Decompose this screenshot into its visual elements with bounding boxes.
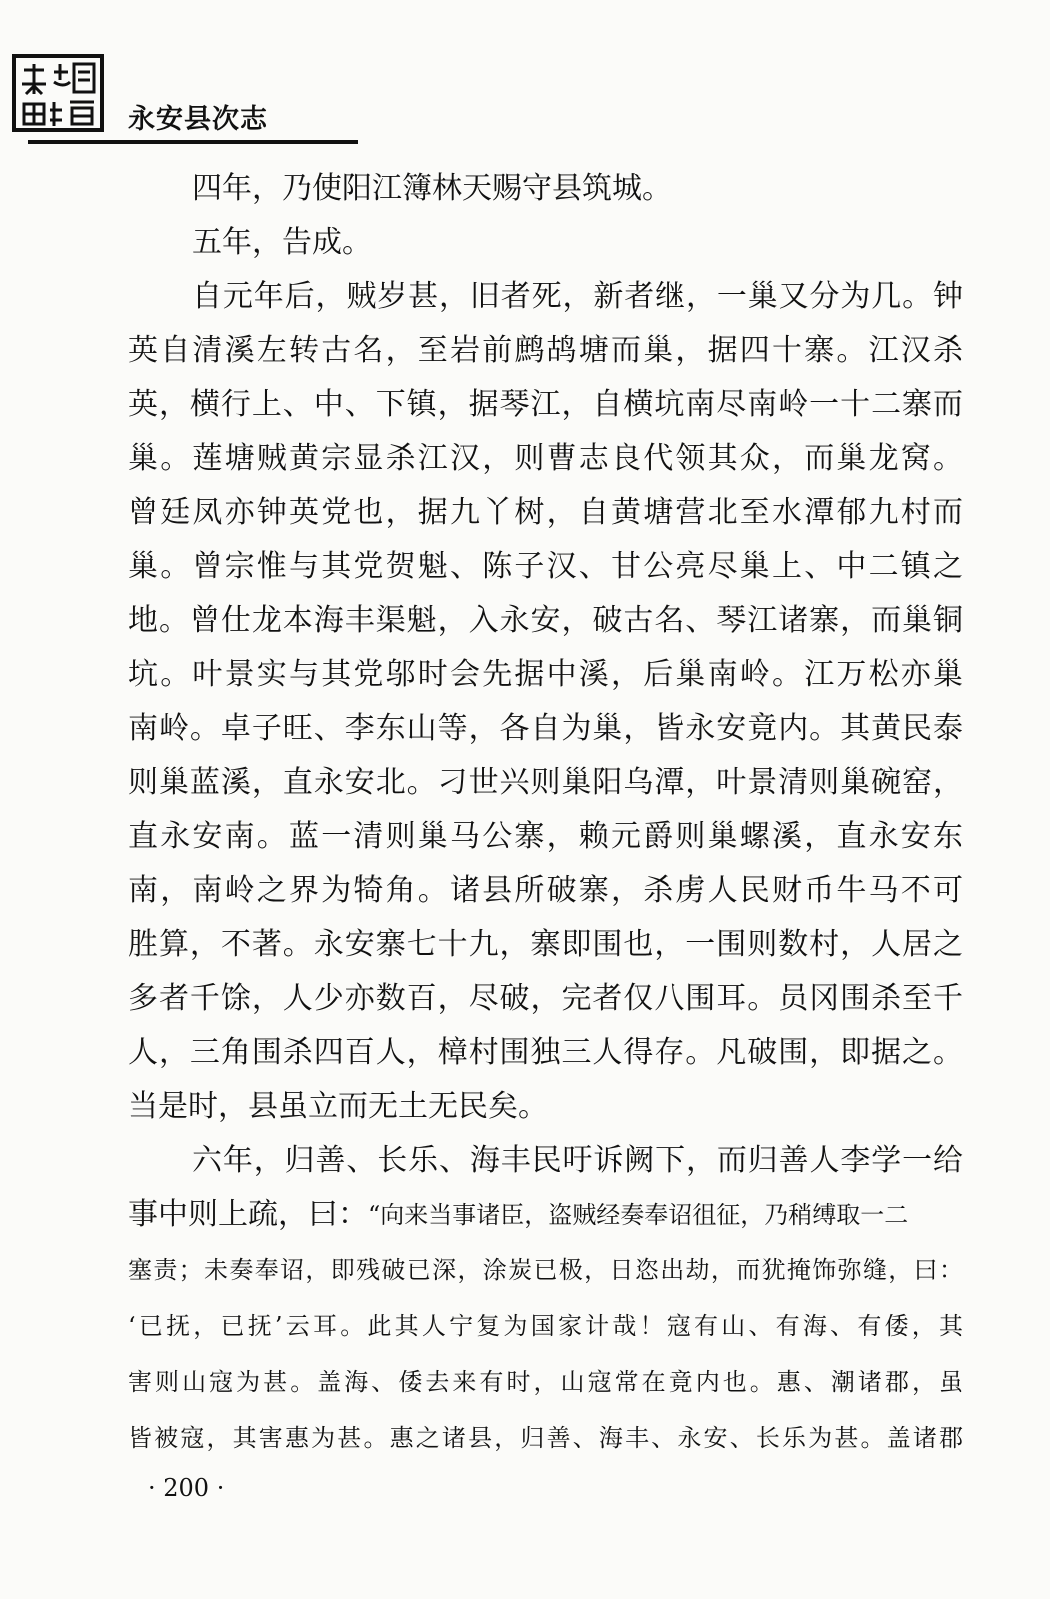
text-line: 曾廷凤亦钟英党也，据九丫树，自黄塘营北至水潭郁九村而 — [128, 495, 963, 530]
quote-line: 塞责；未奏奉诏，即残破已深，涂炭已极，日恣出劫，而犹掩饰弥缝，曰： — [128, 1256, 963, 1284]
text-line: 六年，归善、长乐、海丰民吁诉阙下，而归善人李学一给 — [192, 1143, 963, 1178]
quoted-memorial — [128, 1242, 963, 1466]
text-line: 坑。叶景实与其党邬时会先据中溪，后巢南岭。江万松亦巢 — [128, 657, 963, 692]
quote-line: 害则山寇为甚。盖海、倭去来有时，山寇常在竟内也。惠、潮诸郡，虽 — [128, 1368, 963, 1396]
text-line: 巢。莲塘贼黄宗显杀江汉，则曹志良代领其众，而巢龙窝。 — [128, 441, 963, 476]
paragraph — [128, 162, 963, 216]
series-seal-logo — [10, 50, 110, 136]
text-line: 英，横行上、中、下镇，据琴江，自横坑南尽南岭一十二寨而 — [128, 387, 963, 422]
text-line: 多者千馀，人少亦数百，尽破，完者仅八围耳。员冈围杀至千 — [128, 981, 963, 1016]
text-line: 南岭。卓子旺、李东山等，各自为巢，皆永安竟内。其黄民泰 — [128, 711, 963, 746]
quote-line: ‘已抚，已抚’云耳。此其人宁复为国家计哉！寇有山、有海、有倭，其 — [128, 1312, 963, 1340]
quote-line: 皆被寇，其害惠为甚。惠之诸县，归善、海丰、永安、长乐为甚。盖诸郡 — [128, 1424, 963, 1452]
text-line — [128, 1188, 963, 1242]
page-body — [128, 162, 963, 1466]
text-line: 四年，乃使阳江簿林天赐守县筑城。 — [192, 171, 672, 206]
text-line: 五年，告成。 — [192, 225, 372, 260]
header-rule — [28, 140, 358, 144]
text-line: 巢。曾宗惟与其党贺魁、陈子汉、甘公亮尽巢上、中二镇之 — [128, 549, 963, 584]
text-line: 当是时，县虽立而无土无民矣。 — [128, 1089, 548, 1124]
text-line: 南，南岭之界为犄角。诸县所破寨，杀虏人民财币牛马不可 — [128, 873, 963, 908]
text-line: 胜算，不著。永安寨七十九，寨即围也，一围则数村，人居之 — [128, 927, 963, 962]
paragraph — [128, 270, 963, 1134]
paragraph — [128, 1134, 963, 1242]
text-line: 英自清溪左转古名，至岩前鹧鸪塘而巢，据四十寨。江汉杀 — [128, 333, 963, 368]
page-number: · 200 · — [148, 1474, 225, 1502]
paragraph — [128, 216, 963, 270]
text-line: 则巢蓝溪，直永安北。刁世兴则巢阳乌潭，叶景清则巢碗窑， — [128, 765, 963, 800]
header-title: 永安县次志 — [128, 104, 268, 135]
quote-opening: “向来当事诸臣，盗贼经奏奉诏徂征，乃稍缚取一二 — [368, 1201, 909, 1229]
text-line: 人，三角围杀四百人，樟村围独三人得存。凡破围，即据之。 — [128, 1035, 963, 1070]
text-line-lead: 事中则上疏，曰： — [128, 1197, 368, 1232]
text-line: 自元年后，贼岁甚，旧者死，新者继，一巢又分为几。钟 — [192, 279, 963, 314]
text-line: 地。曾仕龙本海丰渠魁，入永安，破古名、琴江诸寨，而巢铜 — [128, 603, 963, 638]
text-line: 直永安南。蓝一清则巢马公寨，赖元爵则巢螺溪，直永安东 — [128, 819, 963, 854]
